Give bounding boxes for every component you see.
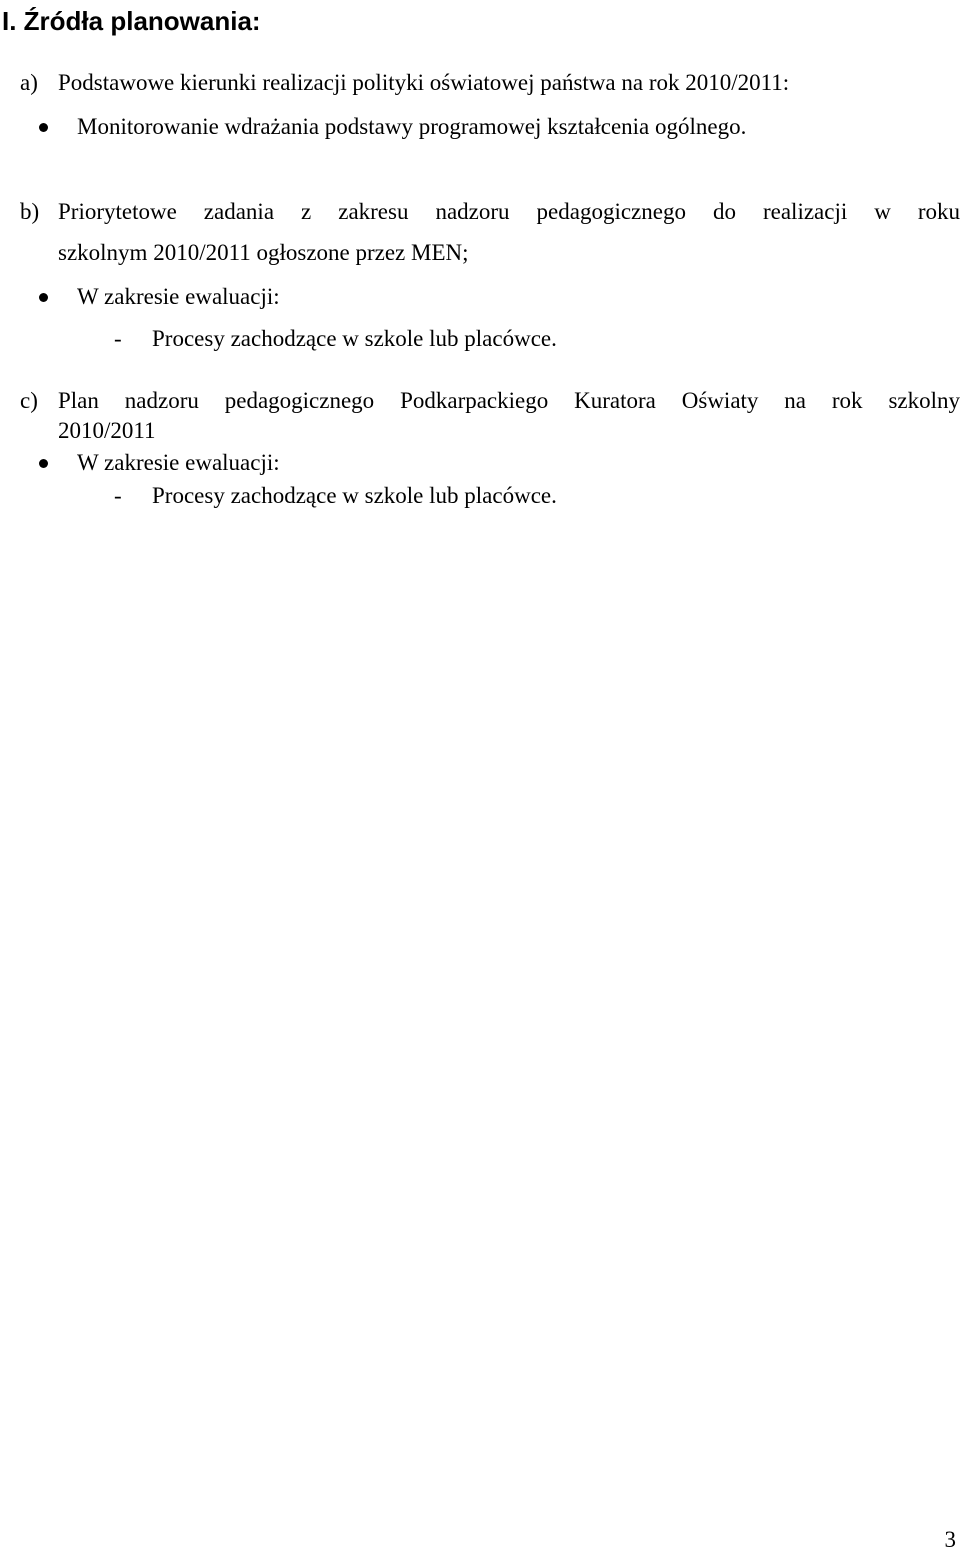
section-c-bullet-text: W zakresie ewaluacji: (77, 450, 280, 475)
page-number: 3 (944, 1527, 956, 1552)
bullet-icon (39, 459, 48, 468)
section-b-dash-text: Procesy zachodzące w szkole lub placówce. (152, 326, 557, 351)
section-b-marker: b) (20, 199, 40, 224)
section-b-line-1: Priorytetowe zadania z zakresu nadzoru pedagogicznego do realizacji w roku (58, 199, 960, 224)
section-b-line-2: szkolnym 2010/2011 ogłoszone przez MEN; (58, 240, 469, 265)
section-a-marker: a) (20, 70, 38, 95)
section-a-text: Podstawowe kierunki realizacji polityki oświatowej państwa na rok 2010/2011: (58, 70, 790, 95)
section-b-bullet-text: W zakresie ewaluacji: (77, 284, 280, 309)
section-c-dash: - (114, 483, 122, 508)
section-a-bullet-text: Monitorowanie wdrażania podstawy programowej kształcenia ogólnego. (77, 114, 747, 139)
bullet-icon (39, 123, 48, 132)
section-b-dash: - (114, 326, 122, 351)
section-c-line-2: 2010/2011 (58, 418, 156, 443)
section-c-dash-text: Procesy zachodzące w szkole lub placówce. (152, 483, 557, 508)
page-heading: I. Źródła planowania: (2, 6, 261, 36)
bullet-icon (39, 293, 48, 302)
section-c-marker: c) (20, 388, 38, 413)
section-c-line-1: Plan nadzoru pedagogicznego Podkarpackiego Kuratora Oświaty na rok szkolny (58, 388, 960, 413)
